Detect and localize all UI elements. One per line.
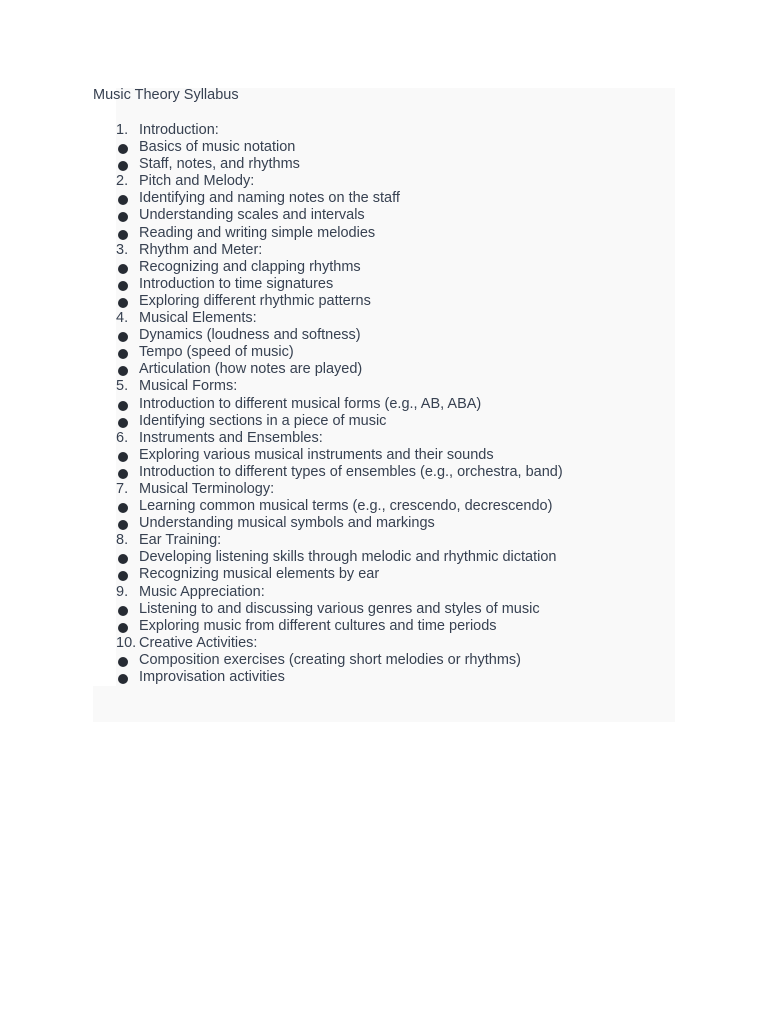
topic-item <box>116 447 563 464</box>
topic-item <box>116 139 563 156</box>
section-heading-text: Creative Activities: <box>139 634 258 651</box>
section-heading-text: Ear Training: <box>139 532 222 549</box>
bullet-dot-icon <box>118 349 128 359</box>
section-number: 2. <box>116 173 129 190</box>
section-heading-text: Instruments and Ensembles: <box>139 429 323 446</box>
bullet-dot-icon <box>118 401 128 411</box>
bullet-dot-icon <box>118 230 128 240</box>
topic-item <box>116 566 563 583</box>
topic-text: Recognizing musical elements by ear <box>139 566 380 583</box>
bullet-dot-icon <box>118 195 128 205</box>
topic-item <box>116 327 563 344</box>
topic-text: Exploring different rhythmic patterns <box>139 292 371 309</box>
content-background-notch <box>93 88 116 686</box>
topic-text: Introduction to time signatures <box>139 275 334 292</box>
topic-text: Dynamics (loudness and softness) <box>139 327 361 344</box>
topic-text: Exploring music from different cultures and time periods <box>139 617 497 634</box>
topic-item <box>116 413 563 430</box>
section-number: 5. <box>116 378 129 395</box>
topic-item <box>116 601 563 618</box>
topic-item <box>116 549 563 566</box>
topic-item <box>116 669 563 686</box>
topic-item <box>116 190 563 207</box>
section-number: 7. <box>116 480 129 497</box>
section-number: 8. <box>116 532 129 549</box>
topic-item <box>116 156 563 173</box>
topic-item <box>116 344 563 361</box>
topic-text: Basics of music notation <box>139 139 296 156</box>
section-heading-text: Musical Elements: <box>139 310 257 327</box>
bullet-dot-icon <box>118 571 128 581</box>
section-heading <box>116 242 563 259</box>
bullet-dot-icon <box>118 657 128 667</box>
section-heading <box>116 378 563 395</box>
topic-text: Staff, notes, and rhythms <box>139 156 300 173</box>
bullet-dot-icon <box>118 606 128 616</box>
topic-text: Composition exercises (creating short melodies or rhythms) <box>139 651 521 668</box>
bullet-dot-icon <box>118 623 128 633</box>
topic-text: Learning common musical terms (e.g., crescendo, decrescendo) <box>139 498 553 515</box>
section-heading-text: Music Appreciation: <box>139 583 265 600</box>
section-heading <box>116 122 563 139</box>
bullet-dot-icon <box>118 264 128 274</box>
section-number: 9. <box>116 583 129 600</box>
topic-text: Exploring various musical instruments and their sounds <box>139 446 494 463</box>
bullet-dot-icon <box>118 144 128 154</box>
bullet-dot-icon <box>118 161 128 171</box>
bullet-dot-icon <box>118 366 128 376</box>
section-heading-text: Introduction: <box>139 122 219 138</box>
topic-text: Articulation (how notes are played) <box>139 361 363 378</box>
topic-item <box>116 225 563 242</box>
section-heading <box>116 481 563 498</box>
topic-text: Understanding musical symbols and markings <box>139 515 435 532</box>
topic-text: Introduction to different types of ensembles (e.g., orchestra, band) <box>139 463 563 480</box>
section-heading-text: Rhythm and Meter: <box>139 241 263 258</box>
section-number: 1. <box>116 122 129 138</box>
section-number: 4. <box>116 310 129 327</box>
topic-item <box>116 515 563 532</box>
section-heading-text: Pitch and Melody: <box>139 173 255 190</box>
topic-text: Introduction to different musical forms (e.g., AB, ABA) <box>139 395 482 412</box>
topic-text: Developing listening skills through melodic and rhythmic dictation <box>139 549 557 566</box>
topic-text: Identifying and naming notes on the staff <box>139 190 400 207</box>
topic-item <box>116 259 563 276</box>
bullet-dot-icon <box>118 452 128 462</box>
topic-text: Identifying sections in a piece of music <box>139 412 387 429</box>
topic-item <box>116 276 563 293</box>
topic-item <box>116 498 563 515</box>
bullet-dot-icon <box>118 212 128 222</box>
bullet-dot-icon <box>118 418 128 428</box>
section-number: 6. <box>116 429 129 446</box>
topic-text: Listening to and discussing various genres and styles of music <box>139 600 540 617</box>
section-heading-text: Musical Forms: <box>139 378 238 395</box>
syllabus-list <box>116 122 563 686</box>
topic-text: Recognizing and clapping rhythms <box>139 258 361 275</box>
topic-item <box>116 652 563 669</box>
section-heading <box>116 584 563 601</box>
topic-item <box>116 396 563 413</box>
section-heading <box>116 310 563 327</box>
bullet-dot-icon <box>118 298 128 308</box>
section-heading <box>116 532 563 549</box>
bullet-dot-icon <box>118 520 128 530</box>
bullet-dot-icon <box>118 332 128 342</box>
topic-item <box>116 361 563 378</box>
section-number: 3. <box>116 241 129 258</box>
section-number: 10. <box>116 634 137 651</box>
topic-item <box>116 464 563 481</box>
topic-item <box>116 293 563 310</box>
bullet-dot-icon <box>118 554 128 564</box>
topic-text: Improvisation activities <box>139 669 285 685</box>
section-heading <box>116 635 563 652</box>
topic-text: Tempo (speed of music) <box>139 344 294 361</box>
document-title: Music Theory Syllabus <box>93 87 239 103</box>
bullet-dot-icon <box>118 469 128 479</box>
topic-item <box>116 618 563 635</box>
bullet-dot-icon <box>118 281 128 291</box>
bullet-dot-icon <box>118 503 128 513</box>
section-heading-text: Musical Terminology: <box>139 480 275 497</box>
topic-text: Reading and writing simple melodies <box>139 224 376 241</box>
bullet-dot-icon <box>118 674 128 684</box>
topic-text: Understanding scales and intervals <box>139 207 365 224</box>
section-heading <box>116 430 563 447</box>
topic-item <box>116 207 563 224</box>
section-heading <box>116 173 563 190</box>
